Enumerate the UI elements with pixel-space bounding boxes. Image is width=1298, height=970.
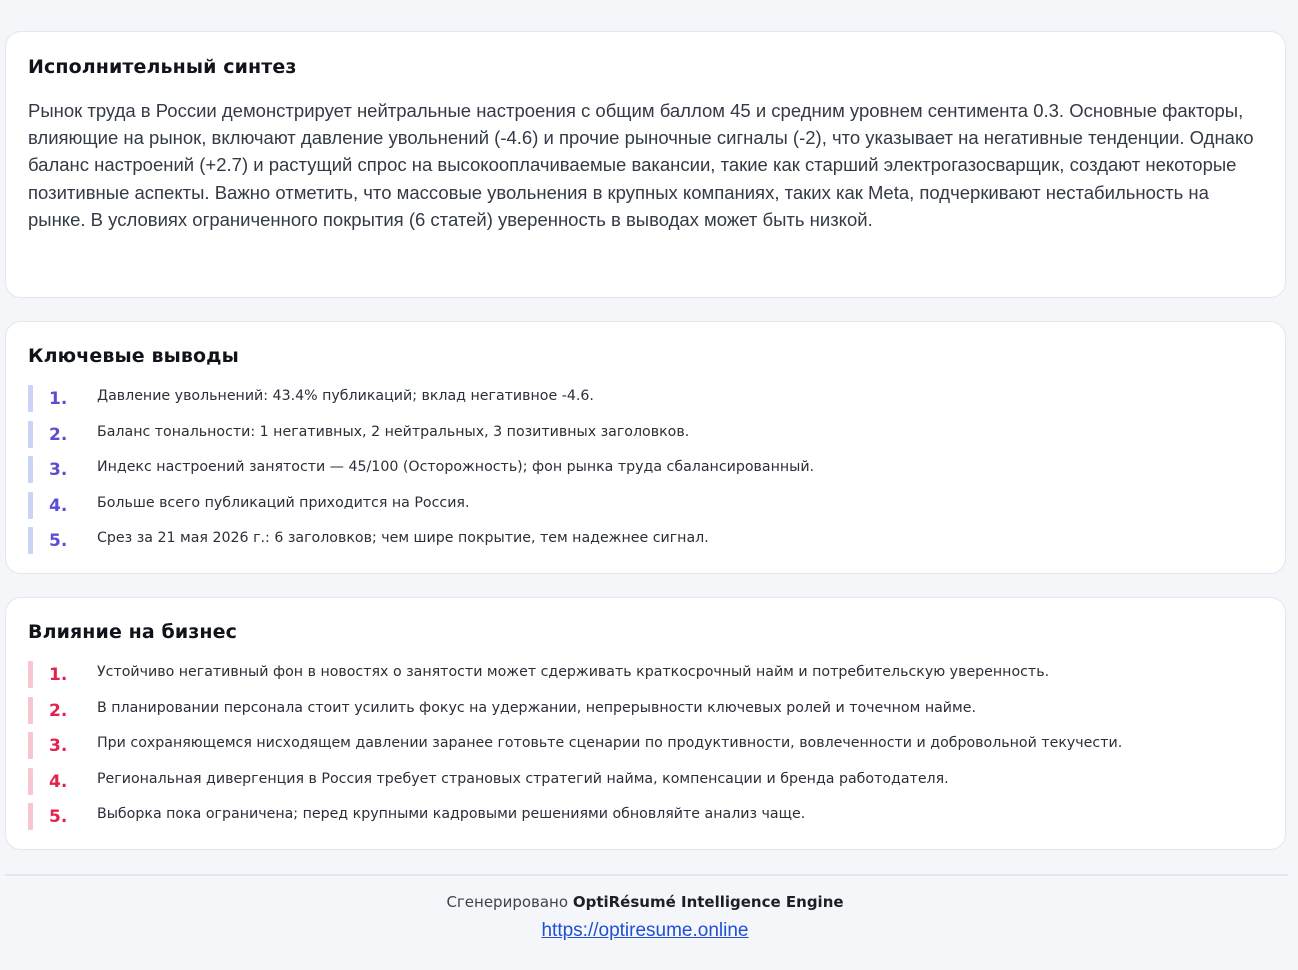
business-impact-item xyxy=(28,660,1268,696)
accent-bar xyxy=(28,421,33,448)
item-text: В планировании персонала стоит усилить фокус на удержании, непрерывности ключевых ролей и точечном найме. xyxy=(97,699,976,716)
business-impact-item xyxy=(28,696,1268,732)
executive-summary-text: Рынок труда в России демонстрирует нейтральные настроения с общим баллом 45 и средним уровнем сентимента 0.3. Основные факторы, влияющие на рынок, включают давление увольнений (-4.6) и прочие рыночные сигналы (-2), что указывает на негативные тенденции. Однако баланс настроений (+2.7) и растущий спрос на высокооплачиваемые вакансии, такие как старший электрогазосварщик, создают некоторые позитивные аспекты. Важно отметить, что массовые увольнения в крупных компаниях, таких как Meta, подчеркивают нестабильность на рынке. В условиях ограниченного покрытия (6 статей) уверенность в выводах может быть низкой. xyxy=(28,100,1254,230)
footer-link-row xyxy=(0,920,1290,942)
executive-summary-title: Исполнительный синтез xyxy=(28,56,297,78)
accent-bar xyxy=(28,492,33,519)
item-number: 2. xyxy=(49,424,68,445)
footer-credit xyxy=(0,893,1290,911)
item-number: 5. xyxy=(49,531,68,551)
key-finding-item xyxy=(28,526,1268,562)
item-number: 2. xyxy=(49,700,68,721)
item-text: Региональная дивергенция в Россия требует страновых стратегий найма, компенсации и бренда работодателя. xyxy=(97,770,949,787)
footer-brand: OptiRésumé Intelligence Engine xyxy=(572,893,844,911)
item-number: 3. xyxy=(49,460,68,480)
business-impact-card xyxy=(5,597,1286,850)
item-number: 5. xyxy=(49,807,68,827)
business-impact-item xyxy=(28,802,1268,838)
key-findings-list xyxy=(28,384,1268,562)
accent-bar xyxy=(28,456,33,483)
key-finding-item xyxy=(28,455,1268,491)
accent-bar xyxy=(28,768,33,795)
item-text: Срез за 21 мая 2026 г.: 6 заголовков; чем шире покрытие, тем надежнее сигнал. xyxy=(97,530,709,546)
key-findings-title: Ключевые выводы xyxy=(28,345,239,367)
executive-summary-card xyxy=(5,31,1286,298)
business-impact-item xyxy=(28,767,1268,803)
item-number: 1. xyxy=(49,389,68,409)
item-number: 4. xyxy=(49,495,68,516)
item-number: 1. xyxy=(49,665,68,685)
item-text: Давление увольнений: 43.4% публикаций; вклад негативное -4.6. xyxy=(97,388,594,404)
business-impact-list xyxy=(28,660,1268,838)
website-link[interactable]: https://optiresume.online xyxy=(541,920,749,941)
accent-bar xyxy=(28,527,33,554)
accent-bar xyxy=(28,697,33,724)
business-impact-title: Влияние на бизнес xyxy=(28,621,238,643)
key-finding-item xyxy=(28,491,1268,527)
item-text: При сохраняющемся нисходящем давлении заранее готовьте сценарии по продуктивности, вовлеченности и добровольной текучести. xyxy=(97,735,1123,751)
accent-bar xyxy=(28,385,33,412)
item-number: 3. xyxy=(49,736,68,756)
accent-bar xyxy=(28,661,33,688)
item-text: Устойчиво негативный фон в новостях о занятости может сдерживать краткосрочный найм и потребительскую уверенность. xyxy=(97,664,1050,680)
key-finding-item xyxy=(28,420,1268,456)
accent-bar xyxy=(28,803,33,830)
footer-divider xyxy=(5,874,1288,876)
business-impact-item xyxy=(28,731,1268,767)
item-text: Баланс тональности: 1 негативных, 2 нейтральных, 3 позитивных заголовков. xyxy=(97,423,690,440)
item-text: Индекс настроений занятости — 45/100 (Осторожность); фон рынка труда сбалансированный. xyxy=(97,459,815,475)
accent-bar xyxy=(28,732,33,759)
item-text: Выборка пока ограничена; перед крупными кадровыми решениями обновляйте анализ чаще. xyxy=(97,806,806,822)
key-findings-card xyxy=(5,321,1286,574)
item-number: 4. xyxy=(49,771,68,792)
item-text: Больше всего публикаций приходится на Россия. xyxy=(97,494,470,511)
key-finding-item xyxy=(28,384,1268,420)
footer-prefix: Сгенерировано xyxy=(446,893,569,911)
